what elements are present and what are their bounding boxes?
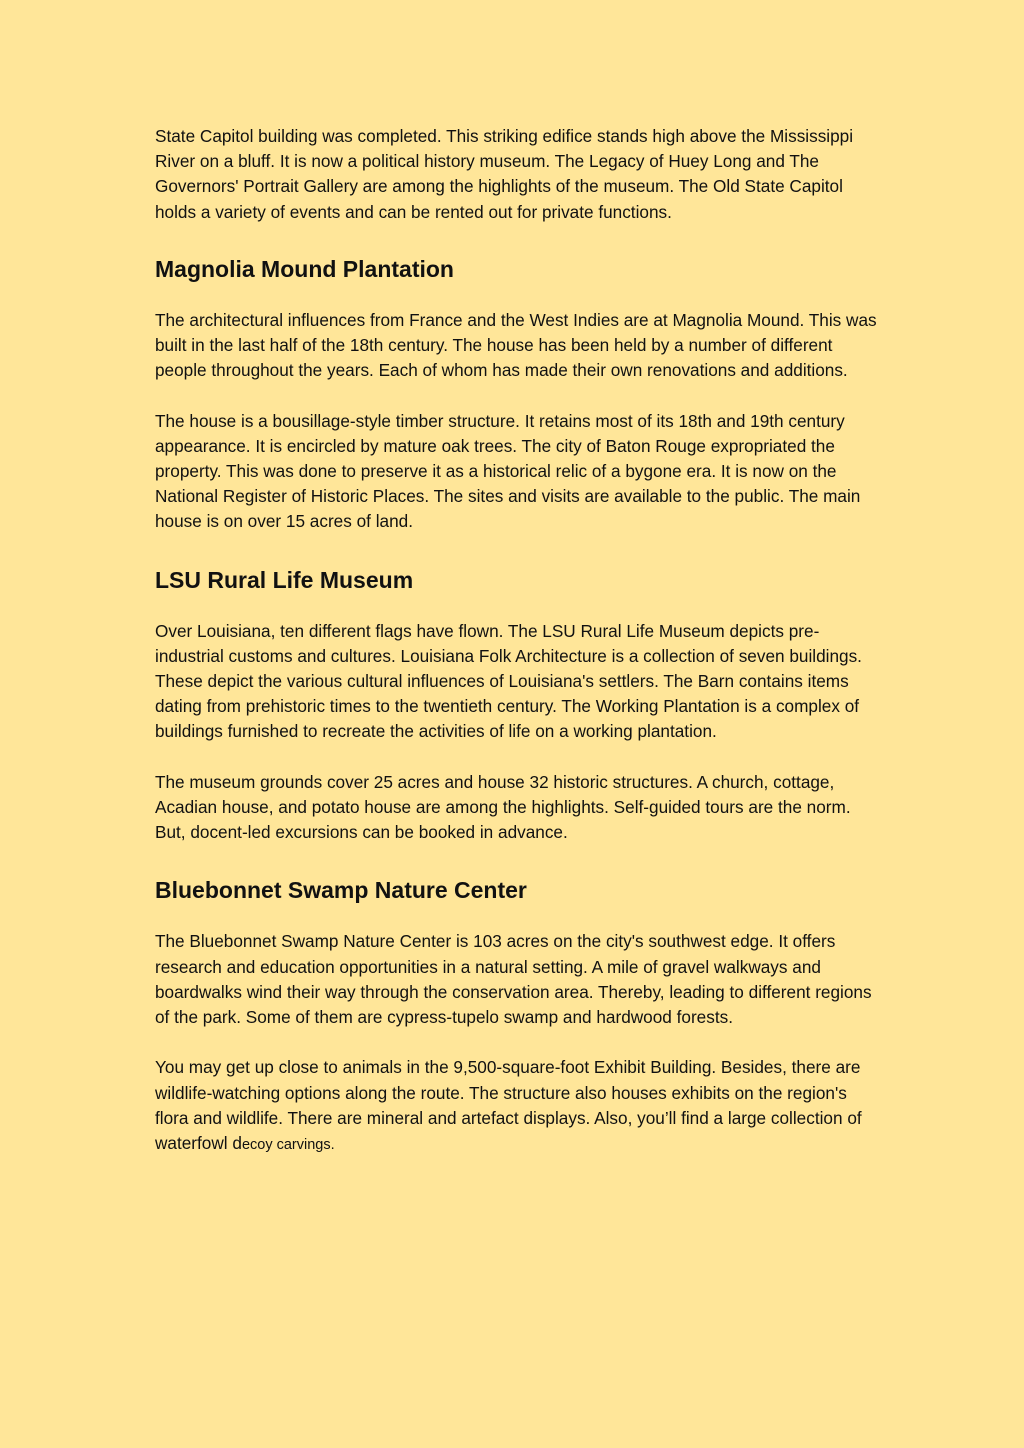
section-heading: Magnolia Mound Plantation [155, 255, 454, 282]
section-heading: LSU Rural Life Museum [155, 566, 414, 593]
paragraph-text: You may get up close to animals in the 9,500-square-foot Exhibit Building. Besides, there are wildlife-watching options along the route. The structure also houses exhibits on the region's flora and wildlife. There are mineral and artefact displays. Also, you’ll find a large collection of waterfowl d [155, 1057, 862, 1154]
section-bluebonnet-swamp [155, 876, 885, 1158]
paragraph: The Bluebonnet Swamp Nature Center is 103 acres on the city's southwest edge. It offers research and education opportunities in a natural setting. A mile of gravel walkways and boardwalks wind their way through the conservation area. Thereby, leading to different regions of the park. Some of them are cypress-tupelo swamp and hardwood forests. [155, 931, 872, 1028]
paragraph-small-text: ecoy carvings. [241, 1137, 335, 1154]
paragraph: The architectural influences from France and the West Indies are at Magnolia Mound. This was built in the last half of the 18th century. The house has been held by a number of different people throughout the years. Each of whom has made their own renovations and additions. [155, 309, 877, 381]
paragraph [155, 1055, 885, 1158]
section-magnolia-mound [155, 255, 885, 535]
document-content [155, 124, 885, 1158]
paragraph: Over Louisiana, ten different flags have flown. The LSU Rural Life Museum depicts pre-industrial customs and cultures. Louisiana Folk Architecture is a collection of seven buildings. These depict the various cultural influences of Louisiana's settlers. The Barn contains items dating from prehistoric times to the twentieth century. The Working Plantation is a complex of buildings furnished to recreate the activities of life on a working plantation. [155, 620, 862, 742]
paragraph: The house is a bousillage-style timber structure. It retains most of its 18th and 19th century appearance. It is encircled by mature oak trees. The city of Baton Rouge expropriated the property. This was done to preserve it as a historical relic of a bygone era. It is now on the National Register of Historic Places. The sites and visits are available to the public. The main house is on over 15 acres of land. [155, 410, 861, 532]
paragraph: The museum grounds cover 25 acres and house 32 historic structures. A church, cottage, Acadian house, and potato house are among the highlights. Self-guided tours are the norm. But, docent-led excursions can be booked in advance. [155, 771, 851, 843]
section-lsu-rural-life-museum [155, 566, 885, 846]
section-heading: Bluebonnet Swamp Nature Center [155, 877, 527, 904]
intro-paragraph: State Capitol building was completed. This striking edifice stands high above the Mississippi River on a bluff. It is now a political history museum. The Legacy of Huey Long and The Governors' Portrait Gallery are among the highlights of the museum. The Old State Capitol holds a variety of events and can be rented out for private functions. [155, 126, 854, 222]
